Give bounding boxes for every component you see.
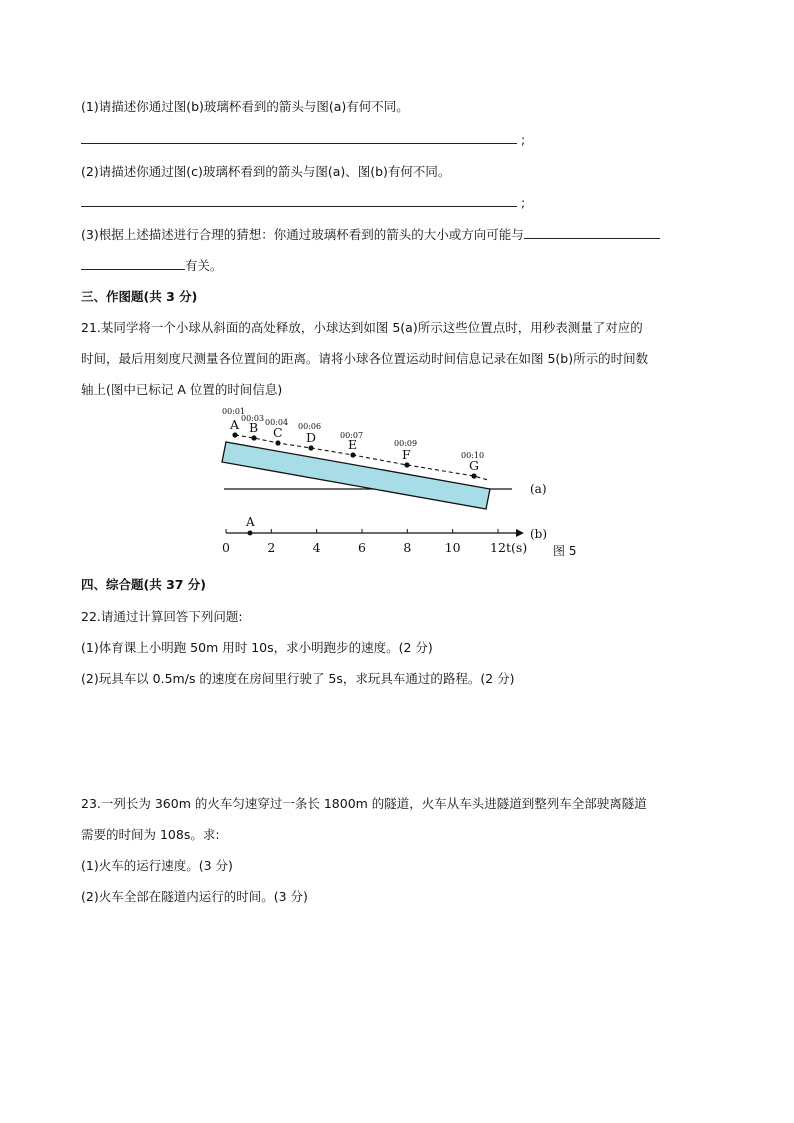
time-label-f: 00:09 (394, 439, 418, 448)
ball-point-c (275, 440, 280, 445)
point-label-f: F (402, 447, 411, 462)
point-label-e: E (348, 437, 358, 452)
figure-5 (200, 400, 600, 565)
label-a: (a) (530, 482, 547, 496)
q23-line-2: 需要的时间为 108s。求: (81, 827, 220, 842)
q23-part1: (1)火车的运行速度。(3 分) (81, 858, 233, 873)
axis-unit: t(s) (506, 540, 528, 555)
time-label-b: 00:03 (241, 414, 265, 423)
q23-part2: (2)火车全部在隧道内运行的时间。(3 分) (81, 889, 308, 904)
q21-line-2: 时间，最后用刻度尺测量各位置间的距离。请将小球各位置运动时间信息记录在如图 5(b)所示的时间数 (81, 351, 649, 366)
point-label-b: B (249, 420, 259, 435)
point-label-g: G (469, 458, 479, 473)
time-label-d: 00:06 (298, 422, 322, 431)
figure-caption: 图 5 (553, 544, 577, 558)
q22-part2: (2)玩具车以 0.5m/s 的速度在房间里行驶了 5s，求玩具车通过的路程。(2 分) (81, 671, 515, 686)
ball-point-e (350, 452, 355, 457)
incline-board (222, 442, 490, 509)
tick-label-10: 10 (444, 540, 461, 555)
tick-label-0: 0 (222, 540, 230, 555)
ball-point-d (308, 445, 313, 450)
section-3-title: 三、作图题(共 3 分) (81, 289, 198, 304)
q20-answer-line-1[interactable]: ; (81, 131, 525, 147)
tick-label-12: 12 (490, 540, 506, 555)
q21-line-3: 轴上(图中已标记 A 位置的时间信息) (81, 382, 283, 397)
ball-point-a (232, 432, 237, 437)
section-4-title: 四、综合题(共 37 分) (81, 577, 207, 592)
point-label-a: A (230, 417, 240, 432)
time-label-a: 00:01 (222, 407, 246, 416)
q20-part1: (1)请描述你通过图(b)玻璃杯看到的箭头与图(a)有何不同。 (81, 99, 409, 114)
point-label-c: C (273, 425, 283, 440)
q20-part3: (3)根据上述描述进行合理的猜想：你通过玻璃杯看到的箭头的大小或方向可能与 (81, 225, 660, 243)
ball-point-b (251, 435, 256, 440)
tick-label-8: 8 (403, 540, 412, 555)
axis-arrow (516, 529, 524, 537)
time-label-g: 00:10 (461, 451, 485, 460)
point-label-d: D (306, 430, 317, 445)
time-label-e: 00:07 (340, 431, 364, 440)
q22-part1: (1)体育课上小明跑 50m 用时 10s，求小明跑步的速度。(2 分) (81, 640, 433, 655)
ball-point-f (404, 462, 409, 467)
q23-line-1: 23.一列长为 360m 的火车匀速穿过一条长 1800m 的隧道，火车从车头进隧道到整列车全部驶离隧道 (81, 796, 647, 811)
axis-marker-a-label: A (246, 515, 255, 529)
q20-blank-1[interactable] (524, 226, 660, 239)
label-b: (b) (530, 527, 548, 541)
q20-part3-cont: 有关。 (81, 256, 223, 274)
q22-stem: 22.请通过计算回答下列问题: (81, 609, 243, 624)
ball-point-g (471, 473, 476, 478)
q20-answer-line-2[interactable]: ; (81, 194, 525, 210)
q21-line-1: 21.某同学将一个小球从斜面的高处释放，小球达到如图 5(a)所示这些位置点时，用秒表测量了对应的 (81, 320, 643, 335)
tick-label-2: 2 (267, 540, 276, 555)
tick-label-4: 4 (312, 540, 321, 555)
q20-blank-2[interactable] (81, 257, 185, 270)
axis-marker-a-dot (248, 531, 253, 536)
time-label-c: 00:04 (265, 418, 289, 427)
q20-part2: (2)请描述你通过图(c)玻璃杯看到的箭头与图(a)、图(b)有何不同。 (81, 164, 451, 179)
tick-label-6: 6 (358, 540, 366, 555)
